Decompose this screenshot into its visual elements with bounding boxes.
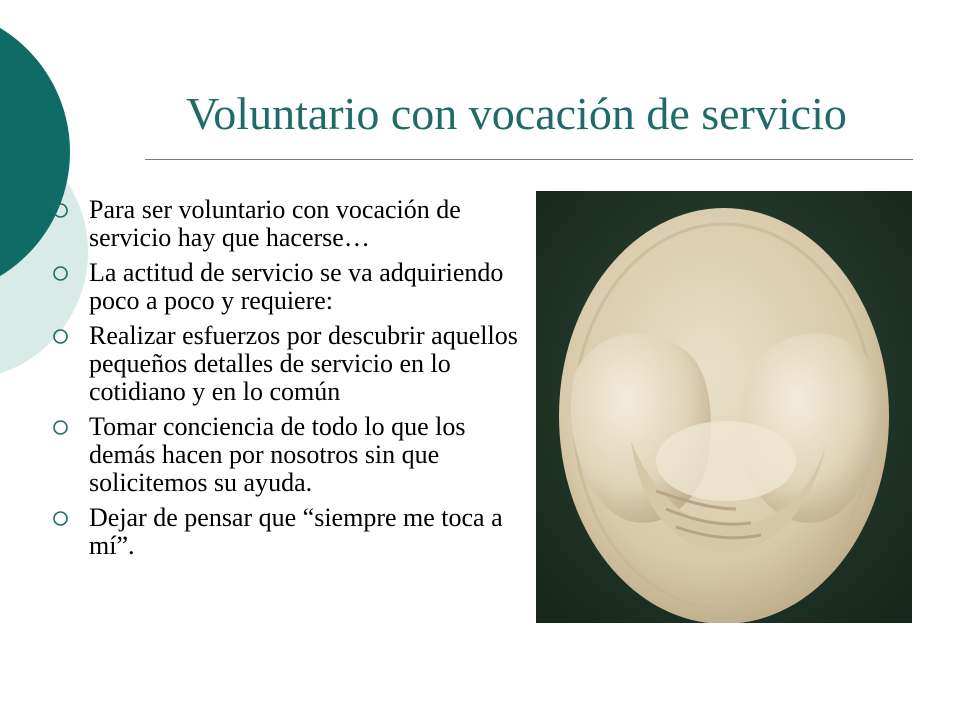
bullet-text: Para ser voluntario con vocación de servicio hay que hacerse… <box>89 195 461 252</box>
bullet-text: Tomar conciencia de todo lo que los demás hacen por nosotros sin que solicitemos su ayuda. <box>89 412 466 497</box>
bullet-item <box>48 413 518 497</box>
circle-bullet-icon <box>52 202 69 219</box>
bullet-item <box>48 322 518 406</box>
circle-bullet-icon <box>52 510 69 527</box>
circle-bullet-icon <box>52 419 69 436</box>
circle-bullet-icon <box>52 328 69 345</box>
circle-bullet-icon <box>52 265 69 282</box>
bullet-item <box>48 259 518 315</box>
title-divider <box>145 159 913 160</box>
bullet-text: Realizar esfuerzos por descubrir aquellos pequeños detalles de servicio en lo cotidiano y en lo común <box>89 321 518 406</box>
bullet-text: La actitud de servicio se va adquiriendo poco a poco y requiere: <box>89 258 504 315</box>
bullet-item <box>48 196 518 252</box>
cupped-hands-photo <box>536 191 912 623</box>
bullet-item <box>48 504 518 560</box>
bullet-text: Dejar de pensar que “siempre me toca a mí”. <box>89 503 503 560</box>
slide-title: Voluntario con vocación de servicio <box>186 88 847 139</box>
bullet-list <box>48 196 518 567</box>
